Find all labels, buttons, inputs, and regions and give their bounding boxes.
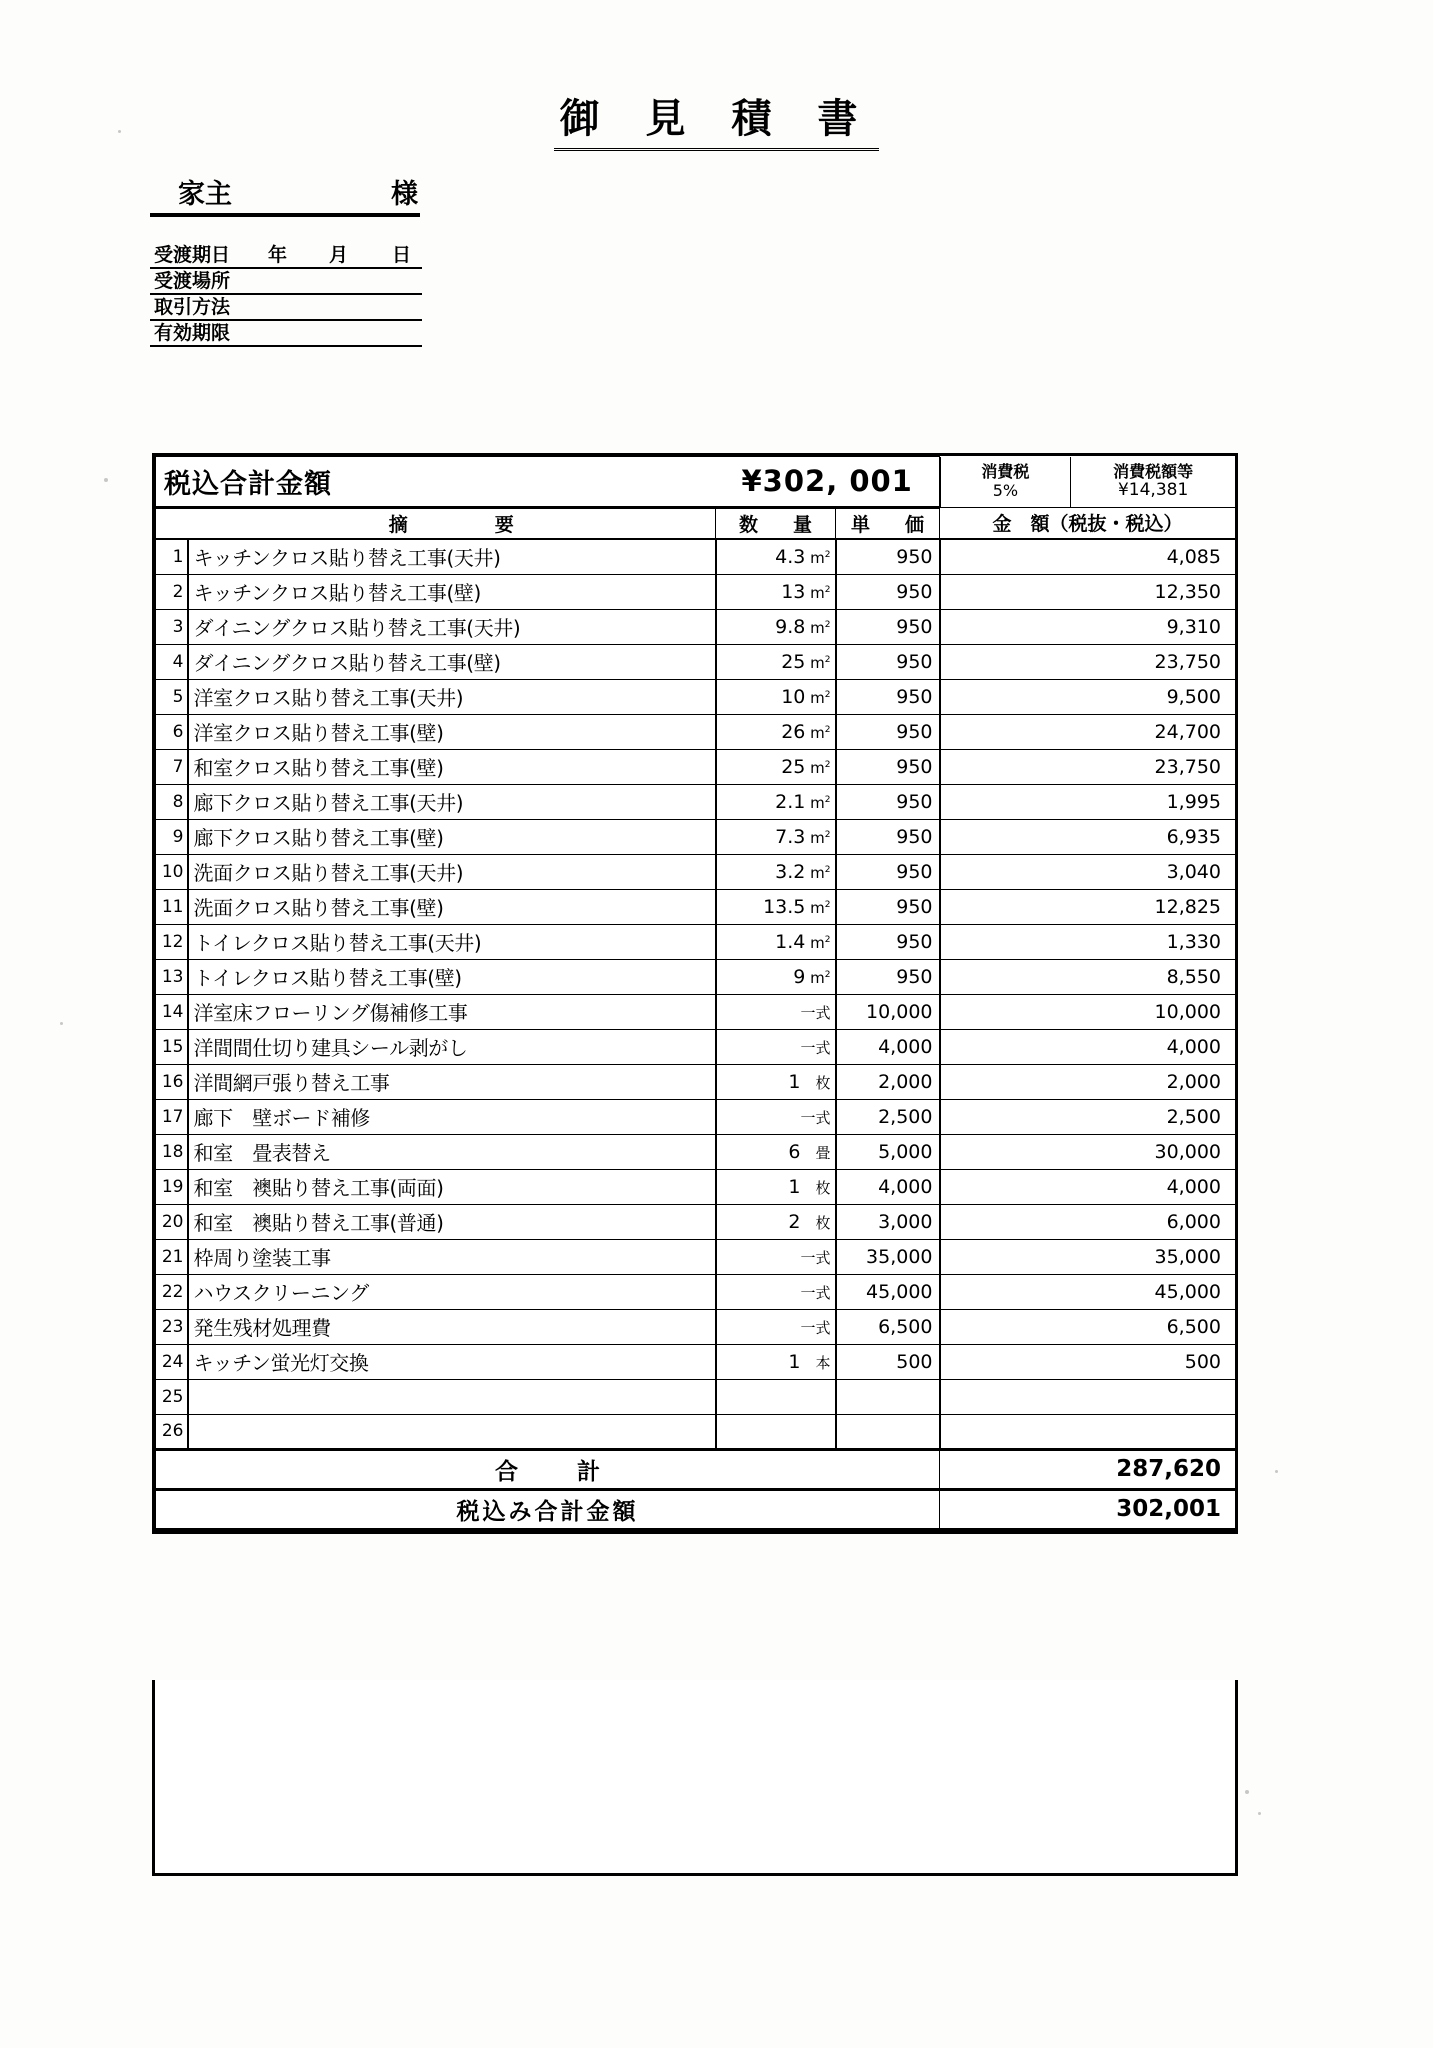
row-amount [940, 1414, 1236, 1449]
summary-band-row [156, 457, 1236, 508]
row-number: 5 [156, 679, 188, 714]
row-amount: 2,000 [940, 1064, 1236, 1099]
row-description: 洋室クロス貼り替え工事(天井) [188, 679, 716, 714]
row-description: 廊下クロス貼り替え工事(天井) [188, 784, 716, 819]
table-row [156, 644, 1236, 679]
row-unit-price: 5,000 [836, 1134, 940, 1169]
row-unit-price: 950 [836, 679, 940, 714]
row-unit-price: 950 [836, 644, 940, 679]
row-quantity [716, 1064, 836, 1099]
row-unit-price: 950 [836, 714, 940, 749]
row-amount: 35,000 [940, 1239, 1236, 1274]
row-number: 26 [156, 1414, 188, 1449]
row-unit-price: 950 [836, 889, 940, 924]
row-number: 12 [156, 924, 188, 959]
row-description: ハウスクリーニング [188, 1274, 716, 1309]
addressee [150, 172, 420, 217]
row-description: 発生残材処理費 [188, 1309, 716, 1344]
row-description [188, 1379, 716, 1414]
grand-total-row [156, 1489, 1236, 1529]
row-unit-price: 10,000 [836, 994, 940, 1029]
row-unit-price [836, 1414, 940, 1449]
row-quantity-number: 1.4 [775, 930, 806, 953]
row-quantity-unit: 一式 [800, 1108, 831, 1127]
table-row [156, 854, 1236, 889]
addressee-name: 家主 [178, 179, 232, 210]
term-label: 受渡場所 [154, 270, 231, 292]
table-row [156, 1029, 1236, 1064]
row-number: 3 [156, 609, 188, 644]
table-row [156, 924, 1236, 959]
column-header-unit-price: 単 価 [836, 507, 940, 539]
tax-rate-label: 消費税 [981, 462, 1030, 482]
row-amount: 12,350 [940, 574, 1236, 609]
term-month-label: 月 [329, 244, 349, 266]
row-quantity [716, 574, 836, 609]
row-quantity [716, 1239, 836, 1274]
term-year-label: 年 [268, 244, 288, 266]
row-quantity-number: 1 [788, 1350, 801, 1373]
row-quantity-unit: $m^2$ [805, 618, 831, 637]
row-unit-price: 4,000 [836, 1029, 940, 1064]
estimate-table [155, 456, 1236, 1531]
row-amount: 4,000 [940, 1029, 1236, 1064]
row-description: ダイニングクロス貼り替え工事(壁) [188, 644, 716, 679]
row-quantity-number: 3.2 [775, 860, 806, 883]
row-number: 20 [156, 1204, 188, 1239]
tax-info-cell [940, 457, 1236, 508]
row-amount: 12,825 [940, 889, 1236, 924]
row-quantity-number: 9 [793, 965, 806, 988]
row-description: キッチンクロス貼り替え工事(天井) [188, 539, 716, 574]
row-quantity-unit: $m^2$ [805, 793, 831, 812]
row-number: 8 [156, 784, 188, 819]
row-description: 和室 襖貼り替え工事(普通) [188, 1204, 716, 1239]
row-quantity-number: 13 [781, 580, 806, 603]
tax-amount-label: 消費税額等 [1113, 461, 1194, 481]
scan-speck [1245, 1790, 1249, 1794]
row-unit-price: 950 [836, 609, 940, 644]
table-row [156, 1134, 1236, 1169]
row-unit-price: 45,000 [836, 1274, 940, 1309]
row-unit-price: 2,500 [836, 1099, 940, 1134]
row-description: ダイニングクロス貼り替え工事(天井) [188, 609, 716, 644]
term-label: 取引方法 [154, 296, 231, 318]
scan-speck [1275, 1470, 1278, 1473]
row-unit-price: 950 [836, 924, 940, 959]
row-quantity-number: 1 [788, 1070, 801, 1093]
row-quantity-unit: 一式 [800, 1003, 831, 1022]
table-row [156, 1099, 1236, 1134]
row-quantity-unit: 枚 [800, 1178, 831, 1197]
term-day-label: 日 [392, 244, 412, 266]
row-quantity-unit: 枚 [800, 1213, 831, 1232]
table-row [156, 1379, 1236, 1414]
notes-area [152, 1680, 1238, 1876]
row-unit-price: 950 [836, 854, 940, 889]
tax-amount-value: ¥14,381 [1117, 479, 1189, 500]
scan-speck [1258, 1812, 1261, 1815]
table-row [156, 1239, 1236, 1274]
row-unit-price: 950 [836, 959, 940, 994]
grand-total-value: 302,001 [940, 1489, 1236, 1529]
row-number: 10 [156, 854, 188, 889]
row-description: 枠周り塗装工事 [188, 1239, 716, 1274]
row-number: 7 [156, 749, 188, 784]
term-row-validity [150, 321, 422, 347]
row-amount: 3,040 [940, 854, 1236, 889]
row-quantity-unit: $m^2$ [805, 828, 831, 847]
row-quantity [716, 539, 836, 574]
tax-amount-cell [1070, 457, 1235, 507]
row-description: トイレクロス貼り替え工事(壁) [188, 959, 716, 994]
row-number: 9 [156, 819, 188, 854]
row-description: 洋室クロス貼り替え工事(壁) [188, 714, 716, 749]
row-number: 24 [156, 1344, 188, 1379]
row-quantity [716, 854, 836, 889]
row-quantity [716, 609, 836, 644]
row-description: キッチン蛍光灯交換 [188, 1344, 716, 1379]
row-unit-price: 3,000 [836, 1204, 940, 1239]
table-row [156, 539, 1236, 574]
row-quantity-number: 26 [781, 720, 806, 743]
row-quantity-unit: 畳 [800, 1143, 831, 1162]
tax-rate-cell [941, 457, 1071, 507]
column-header-quantity: 数 量 [716, 507, 836, 539]
row-quantity-number: 2 [788, 1210, 801, 1233]
table-header-row [156, 507, 1236, 539]
table-row [156, 784, 1236, 819]
row-amount: 8,550 [940, 959, 1236, 994]
row-number: 6 [156, 714, 188, 749]
row-quantity-unit: $m^2$ [805, 758, 831, 777]
table-row [156, 574, 1236, 609]
subtotal-row [156, 1449, 1236, 1489]
row-amount: 6,935 [940, 819, 1236, 854]
row-quantity [716, 714, 836, 749]
row-quantity [716, 644, 836, 679]
row-quantity [716, 924, 836, 959]
row-amount: 9,500 [940, 679, 1236, 714]
total-including-tax-value: ¥302, 001 [716, 457, 940, 508]
row-quantity [716, 1204, 836, 1239]
subtotal-label: 合 計 [156, 1449, 940, 1489]
row-quantity-number: 7.3 [775, 825, 806, 848]
table-row [156, 994, 1236, 1029]
row-number: 14 [156, 994, 188, 1029]
row-quantity [716, 1134, 836, 1169]
row-unit-price: 2,000 [836, 1064, 940, 1099]
row-quantity-number: 6 [788, 1140, 801, 1163]
row-number: 19 [156, 1169, 188, 1204]
row-description: 和室 襖貼り替え工事(両面) [188, 1169, 716, 1204]
table-row [156, 1309, 1236, 1344]
row-quantity-number: 10 [781, 685, 806, 708]
row-description: 洋間間仕切り建具シール剥がし [188, 1029, 716, 1064]
row-quantity-number: 2.1 [775, 790, 806, 813]
row-amount: 23,750 [940, 749, 1236, 784]
row-unit-price: 950 [836, 539, 940, 574]
row-quantity [716, 1379, 836, 1414]
row-quantity [716, 1029, 836, 1064]
row-amount: 24,700 [940, 714, 1236, 749]
scan-speck [60, 1022, 63, 1025]
row-quantity-unit: $m^2$ [805, 723, 831, 742]
row-number: 1 [156, 539, 188, 574]
row-description: 洗面クロス貼り替え工事(壁) [188, 889, 716, 924]
row-quantity-unit: $m^2$ [805, 653, 831, 672]
document-title-container [0, 96, 1433, 151]
row-quantity-unit: 一式 [800, 1248, 831, 1267]
row-amount: 2,500 [940, 1099, 1236, 1134]
row-quantity-unit: $m^2$ [805, 898, 831, 917]
row-description: 廊下 壁ボード補修 [188, 1099, 716, 1134]
row-amount: 6,500 [940, 1309, 1236, 1344]
row-unit-price: 950 [836, 749, 940, 784]
page-title: 御 見 積 書 [554, 96, 880, 151]
column-header-description: 摘 要 [188, 507, 716, 539]
row-amount: 4,000 [940, 1169, 1236, 1204]
row-quantity [716, 959, 836, 994]
row-quantity-unit: 本 [800, 1353, 831, 1372]
table-row [156, 749, 1236, 784]
row-description: キッチンクロス貼り替え工事(壁) [188, 574, 716, 609]
table-row [156, 1344, 1236, 1379]
table-row [156, 1064, 1236, 1099]
row-quantity-unit: 一式 [800, 1038, 831, 1057]
row-number: 4 [156, 644, 188, 679]
row-description: 洋間網戸張り替え工事 [188, 1064, 716, 1099]
row-unit-price: 4,000 [836, 1169, 940, 1204]
subtotal-value: 287,620 [940, 1449, 1236, 1489]
row-quantity [716, 749, 836, 784]
row-quantity [716, 679, 836, 714]
row-amount: 30,000 [940, 1134, 1236, 1169]
column-header-no [156, 507, 188, 539]
row-quantity [716, 994, 836, 1029]
row-quantity-unit: 一式 [800, 1318, 831, 1337]
row-description: 洗面クロス貼り替え工事(天井) [188, 854, 716, 889]
row-quantity-number: 1 [788, 1175, 801, 1198]
grand-total-label: 税込み合計金額 [156, 1489, 940, 1529]
table-row [156, 714, 1236, 749]
row-quantity [716, 1099, 836, 1134]
terms-block [150, 243, 422, 347]
row-quantity-number: 9.8 [775, 615, 806, 638]
row-amount: 6,000 [940, 1204, 1236, 1239]
row-number: 2 [156, 574, 188, 609]
row-quantity-unit: $m^2$ [805, 583, 831, 602]
row-number: 15 [156, 1029, 188, 1064]
term-label: 受渡期日 [154, 244, 231, 266]
row-number: 25 [156, 1379, 188, 1414]
row-description: 和室 畳表替え [188, 1134, 716, 1169]
estimate-table-container [152, 453, 1238, 1534]
row-unit-price: 950 [836, 574, 940, 609]
row-number: 23 [156, 1309, 188, 1344]
addressee-honorific: 様 [391, 179, 418, 210]
row-amount: 1,995 [940, 784, 1236, 819]
row-quantity-unit: 一式 [800, 1283, 831, 1302]
table-row [156, 1274, 1236, 1309]
row-number: 16 [156, 1064, 188, 1099]
term-label: 有効期限 [154, 322, 231, 344]
row-description: 和室クロス貼り替え工事(壁) [188, 749, 716, 784]
row-description: 廊下クロス貼り替え工事(壁) [188, 819, 716, 854]
column-header-amount: 金 額（税抜・税込） [940, 507, 1236, 539]
row-quantity [716, 889, 836, 924]
row-amount: 1,330 [940, 924, 1236, 959]
row-description: 洋室床フローリング傷補修工事 [188, 994, 716, 1029]
row-quantity [716, 1344, 836, 1379]
row-amount: 23,750 [940, 644, 1236, 679]
table-row [156, 679, 1236, 714]
row-number: 13 [156, 959, 188, 994]
row-amount: 500 [940, 1344, 1236, 1379]
total-including-tax-label: 税込合計金額 [156, 457, 716, 508]
row-quantity-number: 4.3 [775, 545, 806, 568]
row-quantity-unit: 枚 [800, 1073, 831, 1092]
row-amount: 4,085 [940, 539, 1236, 574]
row-unit-price: 500 [836, 1344, 940, 1379]
table-row [156, 609, 1236, 644]
row-quantity [716, 1169, 836, 1204]
row-number: 11 [156, 889, 188, 924]
row-description [188, 1414, 716, 1449]
scan-speck [104, 478, 108, 482]
row-quantity-number: 25 [781, 650, 806, 673]
row-unit-price: 6,500 [836, 1309, 940, 1344]
row-quantity-number: 25 [781, 755, 806, 778]
row-quantity [716, 819, 836, 854]
row-quantity [716, 1309, 836, 1344]
row-number: 17 [156, 1099, 188, 1134]
tax-rate-value: 5% [992, 480, 1019, 500]
row-quantity-unit: $m^2$ [805, 968, 831, 987]
row-number: 18 [156, 1134, 188, 1169]
row-amount: 9,310 [940, 609, 1236, 644]
table-row [156, 1169, 1236, 1204]
row-quantity-unit: $m^2$ [805, 863, 831, 882]
row-quantity-unit: $m^2$ [805, 688, 831, 707]
row-description: トイレクロス貼り替え工事(天井) [188, 924, 716, 959]
row-number: 21 [156, 1239, 188, 1274]
row-quantity [716, 1274, 836, 1309]
row-unit-price: 950 [836, 784, 940, 819]
table-row [156, 1204, 1236, 1239]
row-amount [940, 1379, 1236, 1414]
table-row [156, 889, 1236, 924]
table-row [156, 819, 1236, 854]
row-number: 22 [156, 1274, 188, 1309]
table-row [156, 1414, 1236, 1449]
row-unit-price: 950 [836, 819, 940, 854]
row-quantity [716, 784, 836, 819]
row-unit-price [836, 1379, 940, 1414]
row-quantity-number: 13.5 [763, 895, 806, 918]
table-row [156, 959, 1236, 994]
row-quantity [716, 1414, 836, 1449]
row-amount: 45,000 [940, 1274, 1236, 1309]
row-quantity-unit: $m^2$ [805, 548, 831, 567]
row-quantity-unit: $m^2$ [805, 933, 831, 952]
row-amount: 10,000 [940, 994, 1236, 1029]
row-unit-price: 35,000 [836, 1239, 940, 1274]
